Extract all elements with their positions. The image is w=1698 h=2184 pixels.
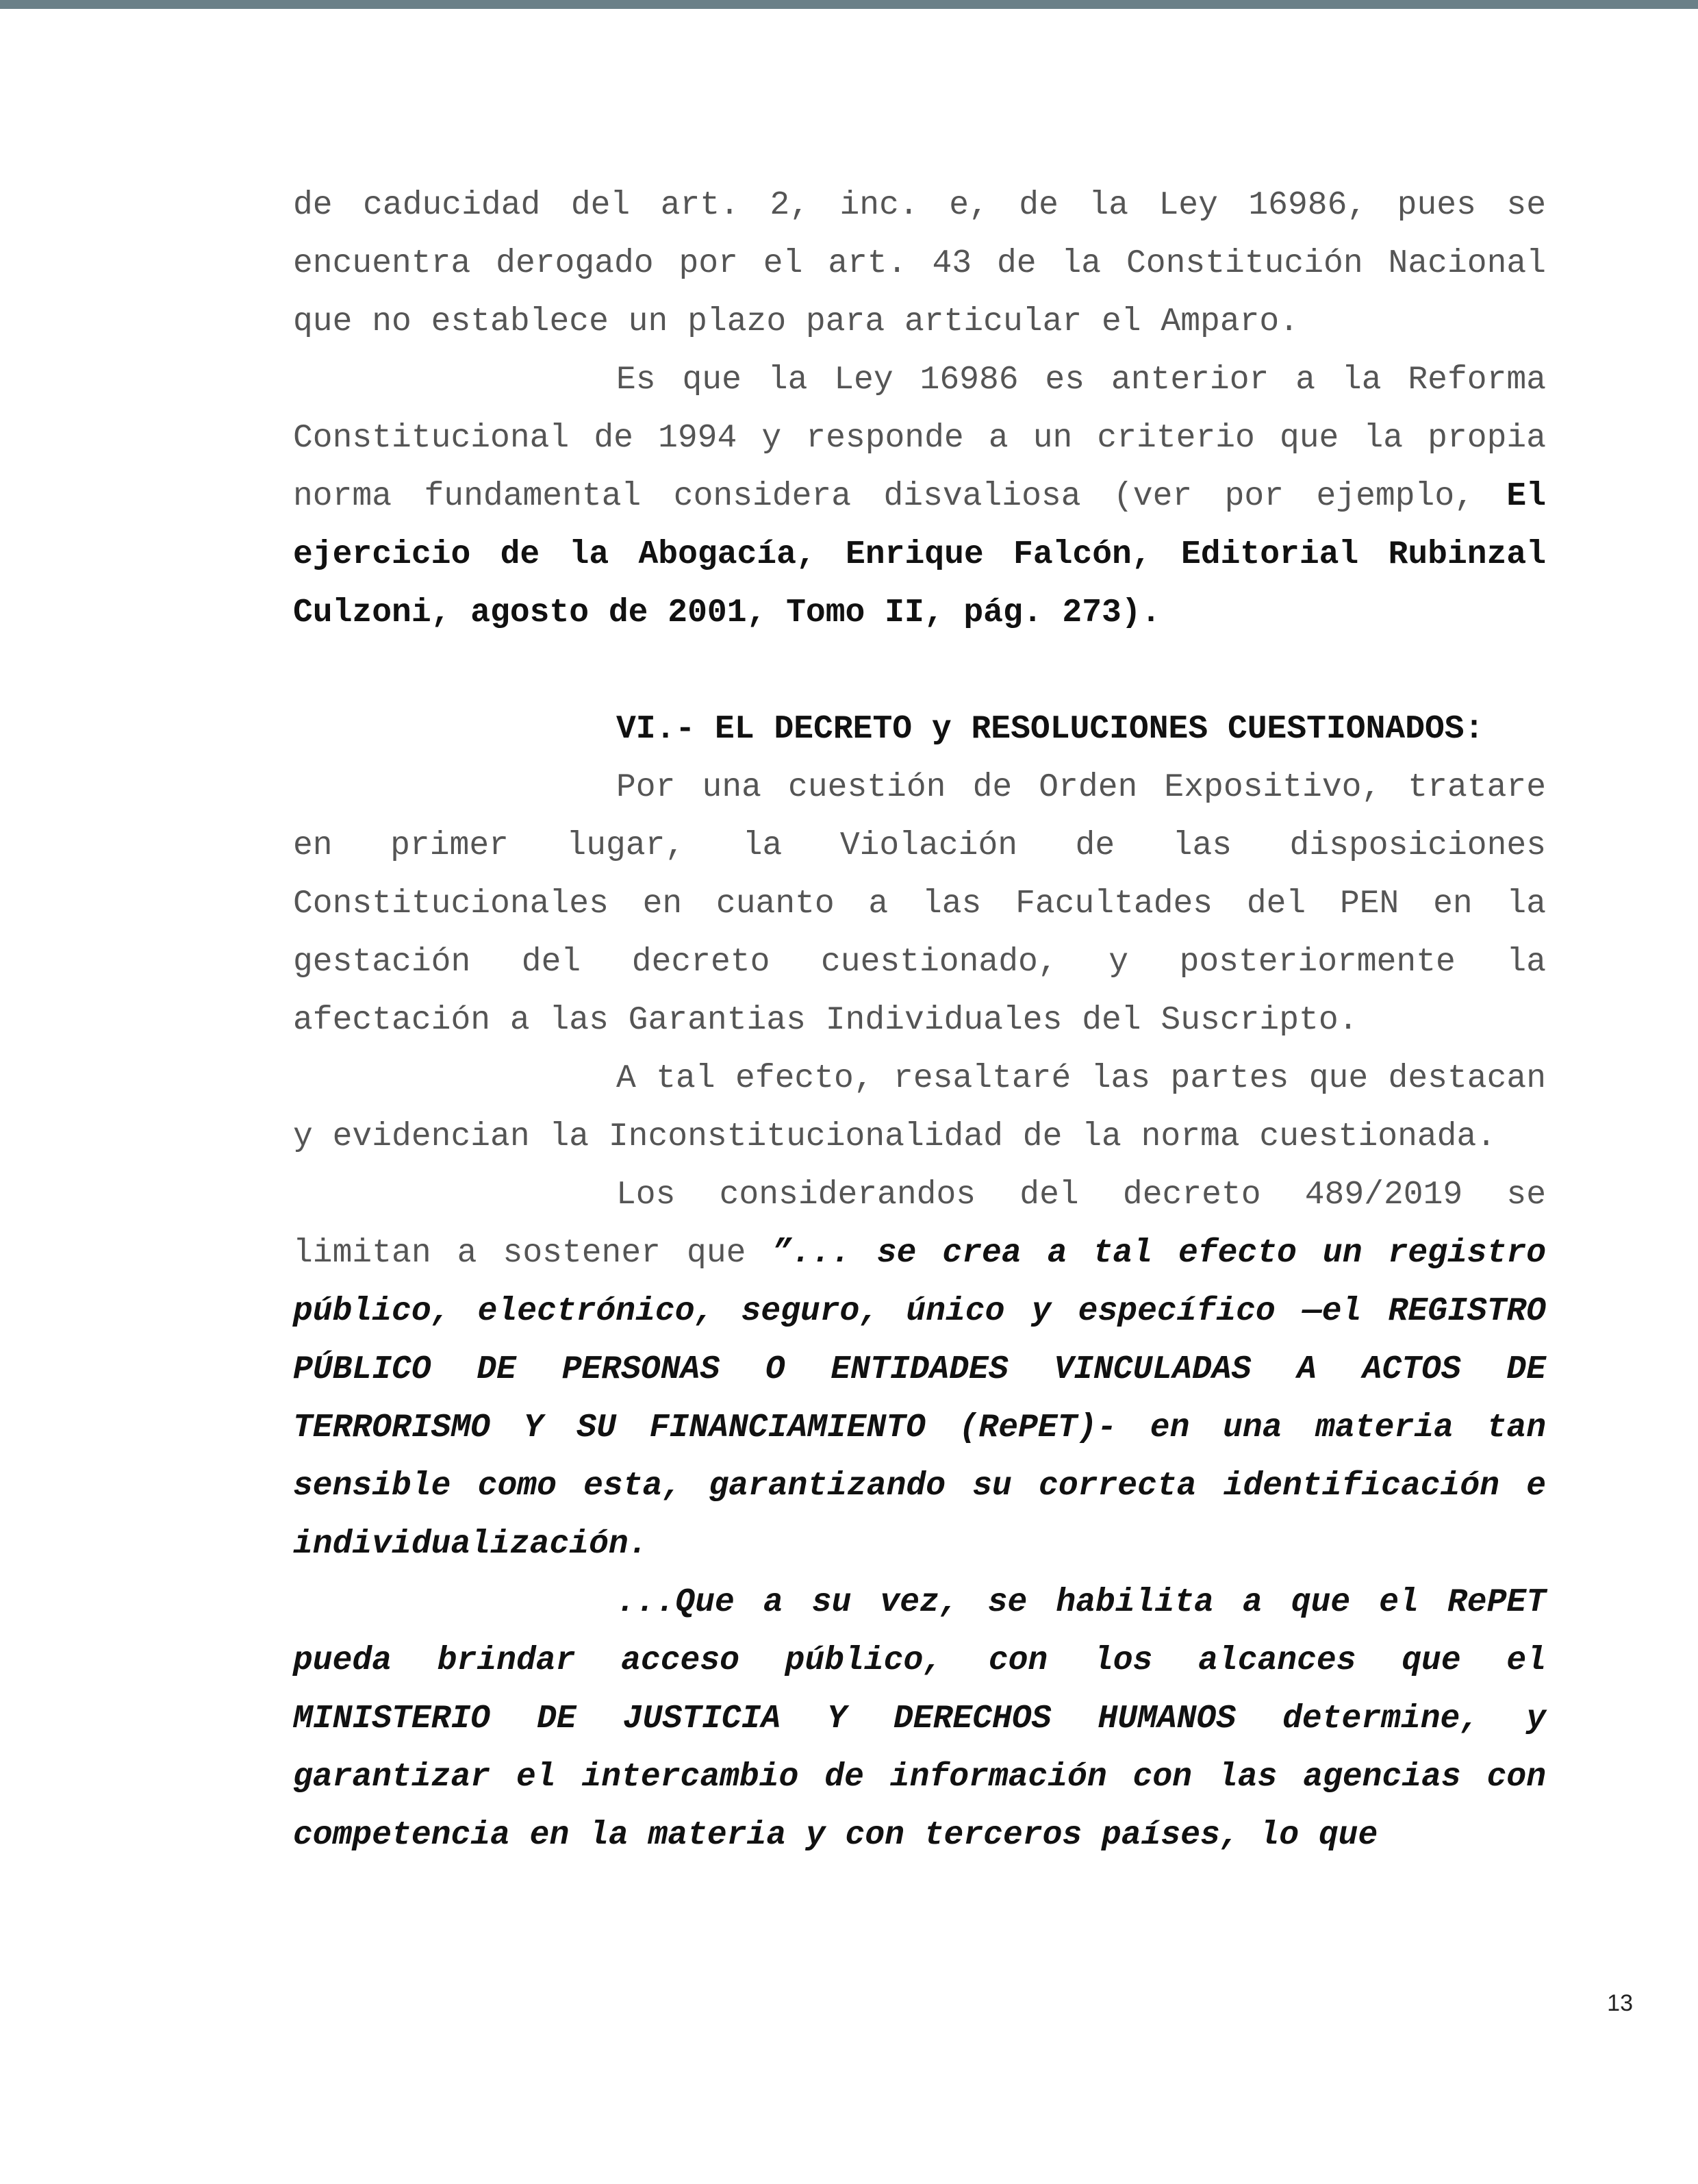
citation-falcon: El ejercicio de la Abogacía, Enrique Falcón, Editorial Rubinzal Culzoni, agosto de 2001, Tomo II, pág. 273).: [293, 478, 1546, 631]
paragraph-ley-16986-text: Es que la Ley 16986 es anterior a la Reforma Constitucional de 1994 y responde a un criterio que la propia norma fundamental considera disvaliosa (ver por ejemplo,: [293, 362, 1546, 515]
paragraph-orden-expositivo-text: Por una cuestión de Orden Expositivo, tratare en primer lugar, la Violación de las disposiciones Constitucionales en cuanto a las Facultades del PEN en la gestación del decreto cuestionado, y posteriormente la afectación a las Garantias Individuales del Suscripto.: [293, 769, 1546, 1039]
paragraph-caducidad-text: de caducidad del art. 2, inc. e, de la Ley 16986, pues se encuentra derogado por el art. 43 de la Constitución Nacional que no establece un plazo para articular el Amparo.: [293, 187, 1546, 340]
paragraph-caducidad: [293, 177, 1546, 351]
document-body: [293, 177, 1546, 1865]
paragraph-orden-expositivo: [293, 759, 1546, 1050]
quote-repet-registro: ”... se crea a tal efecto un registro público, electrónico, seguro, único y específico —el REGISTRO PÚBLICO DE PERSONAS O ENTIDADES VINCULADAS A ACTOS DE TERRORISMO Y SU FINANCIAMIENTO (RePET)- en una materia tan sensible como esta, garantizando su correcta identificación e individualización.: [293, 1235, 1546, 1563]
paragraph-considerandos: [293, 1166, 1546, 1574]
paragraph-tal-efecto: [293, 1050, 1546, 1166]
page-number: 13: [1607, 1990, 1633, 2016]
quote-repet-acceso-text: ...Que a su vez, se habilita a que el RePET pueda brindar acceso público, con los alcances que el MINISTERIO DE JUSTICIA Y DERECHOS HUMANOS determine, y garantizar el intercambio de información con las agencias con competencia en la materia y con terceros países, lo que: [293, 1584, 1546, 1854]
paragraph-tal-efecto-text: A tal efecto, resaltaré las partes que destacan y evidencian la Inconstitucionalidad de la norma cuestionada.: [293, 1060, 1546, 1155]
paragraph-considerandos-text: Los considerandos del decreto 489/2019 se limitan a sostener que: [293, 1177, 1546, 1272]
paragraph-ley-16986: [293, 351, 1546, 642]
quote-repet-acceso: [293, 1574, 1546, 1865]
top-rule: [0, 0, 1698, 9]
section-heading-vi: VI.- EL DECRETO y RESOLUCIONES CUESTIONADOS:: [616, 711, 1484, 748]
